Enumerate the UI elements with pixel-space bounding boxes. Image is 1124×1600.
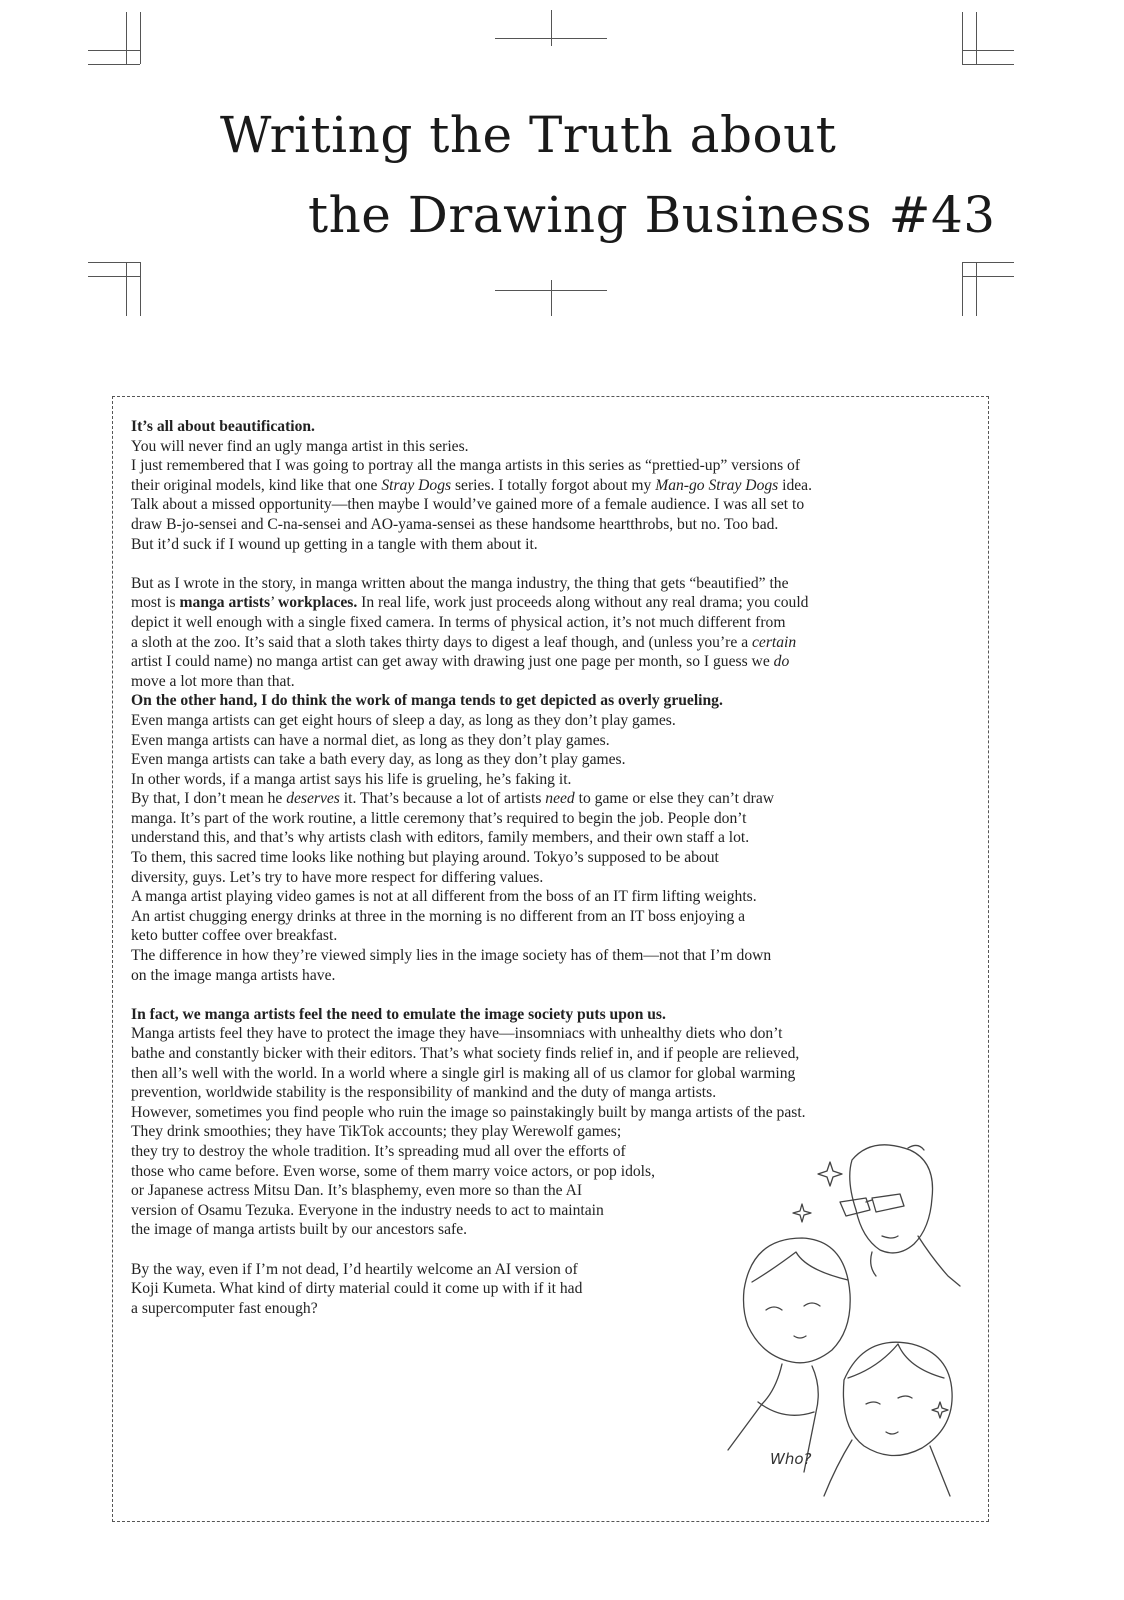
text-line: I just remembered that I was going to portray all the manga artists in this series as “prettied-up” versions of (131, 457, 801, 475)
text-line: prevention, worldwide stability is the responsibility of mankind and the duty of manga artists. (131, 1084, 717, 1102)
text-line: A manga artist playing video games is not at all different from the boss of an IT firm lifting weights. (131, 888, 757, 906)
text-span: In real life, work just proceeds along without any real drama; you could (357, 594, 809, 612)
text-span: idea. (778, 476, 813, 494)
italic-text: Stray Dogs (381, 476, 452, 494)
sparkle-icon (793, 1204, 811, 1222)
italic-text: Man-go Stray Dogs (655, 476, 779, 494)
text-line: keto butter coffee over breakfast. (131, 927, 338, 945)
text-line: Talk about a missed opportunity—then maybe I would’ve gained more of a female audience. I was all set to (131, 496, 805, 514)
text-line: a supercomputer fast enough? (131, 1299, 318, 1317)
text-line: Even manga artists can take a bath every day, as long as they don’t play games. (131, 751, 626, 769)
character-left-boy (728, 1238, 850, 1472)
text-line: An artist chugging energy drinks at three in the morning is no different from an IT boss enjoying a (131, 907, 746, 925)
italic-text: deserves (286, 790, 340, 808)
text-line: on the image manga artists have. (131, 966, 336, 984)
character-glasses-man (840, 1145, 960, 1286)
text-line: They drink smoothies; they have TikTok accounts; they play Werewolf games; (131, 1123, 622, 1141)
text-line (131, 593, 981, 613)
text-line: Even manga artists can get eight hours of sleep a day, as long as they don’t play games. (131, 711, 676, 729)
section-heading: It’s all about beautification. (131, 418, 315, 435)
text-line: or Japanese actress Mitsu Dan. It’s blasphemy, even more so than the AI (131, 1182, 583, 1200)
text-line: manga. It’s part of the work routine, a little ceremony that’s required to begin the job. People don’t (131, 809, 747, 827)
title-line-2: the Drawing Business #43 (308, 186, 996, 244)
text-span: ’ (270, 594, 278, 612)
italic-text: need (545, 790, 575, 808)
sparkle-icon (932, 1402, 948, 1418)
text-line (131, 476, 981, 496)
section-heading: On the other hand, I do think the work of manga tends to get depicted as overly grueling. (131, 692, 723, 710)
text-line: But it’d suck if I wound up getting in a tangle with them about it. (131, 535, 538, 553)
text-line: then all’s well with the world. In a world where a single girl is making all of us clamor for global warming (131, 1064, 796, 1082)
text-line (131, 652, 981, 672)
text-span: most is (131, 594, 180, 612)
text-span: to game or else they can’t draw (574, 790, 775, 808)
sketch-illustration (722, 1140, 962, 1500)
text-line: By the way, even if I’m not dead, I’d heartily welcome an AI version of (131, 1260, 578, 1278)
text-line: bathe and constantly bicker with their editors. That’s what society finds relief in, and if people are relieved, (131, 1045, 800, 1062)
text-line: draw B-jo-sensei and C-na-sensei and AO-yama-sensei as these handsome heartthrobs, but no. Too bad. (131, 515, 779, 533)
text-span: their original models, kind like that one (131, 476, 382, 494)
text-line: they try to destroy the whole tradition. It’s spreading mud all over the efforts of (131, 1142, 626, 1160)
text-line: move a lot more than that. (131, 672, 295, 690)
italic-text: do (773, 653, 790, 671)
text-span: it. That’s because a lot of artists (339, 790, 546, 808)
text-line: diversity, guys. Let’s try to have more respect for differing values. (131, 868, 544, 886)
character-bottom-woman (824, 1342, 952, 1496)
text-line: The difference in how they’re viewed simply lies in the image society has of them—not that I’m down (131, 947, 772, 965)
section-heading: In fact, we manga artists feel the need to emulate the image society puts upon us. (131, 1005, 666, 1023)
text-span: a sloth at the zoo. It’s said that a sloth takes thirty days to digest a leaf though, and (unless you’re a (131, 633, 753, 651)
sparkle-icon (818, 1162, 842, 1186)
bold-text: manga artists (179, 594, 271, 612)
text-line: those who came before. Even worse, some of them marry voice actors, or pop idols, (131, 1162, 655, 1180)
text-line: To them, this sacred time looks like nothing but playing around. Tokyo’s supposed to be about (131, 849, 719, 867)
text-line: However, sometimes you find people who ruin the image so painstakingly built by manga artists of the past. (131, 1103, 806, 1121)
illustration-caption: Who? (770, 1450, 812, 1468)
text-line: Even manga artists can have a normal diet, as long as they don’t play games. (131, 731, 610, 749)
text-span: By that, I don’t mean he (131, 790, 287, 808)
text-line: But as I wrote in the story, in manga written about the manga industry, the thing that gets “beautified” the (131, 574, 789, 592)
text-line: depict it well enough with a single fixed camera. In terms of physical action, it’s not much different from (131, 613, 786, 631)
text-line (131, 789, 981, 809)
bold-text: workplaces. (278, 594, 358, 612)
text-line: You will never find an ugly manga artist in this series. (131, 437, 469, 455)
paragraph-gap (131, 985, 981, 1005)
italic-text: certain (752, 633, 797, 651)
title-line-1: Writing the Truth about (220, 106, 837, 164)
text-line: version of Osamu Tezuka. Everyone in the industry needs to act to maintain (131, 1201, 604, 1219)
paragraph-gap (131, 554, 981, 574)
text-span: artist I could name) no manga artist can get away with drawing just one page per month, so I guess we (131, 653, 774, 671)
text-line: In other words, if a manga artist says his life is grueling, he’s faking it. (131, 770, 572, 788)
text-span: series. I totally forgot about my (451, 476, 656, 494)
text-line: the image of manga artists built by our ancestors safe. (131, 1221, 468, 1239)
text-line: understand this, and that’s why artists clash with editors, family members, and their own staff a lot. (131, 829, 750, 847)
text-line (131, 633, 981, 653)
text-line: Manga artists feel they have to protect the image they have—insomniacs with unhealthy diets who don’t (131, 1025, 783, 1043)
text-line: Koji Kumeta. What kind of dirty material could it come up with if it had (131, 1280, 583, 1298)
